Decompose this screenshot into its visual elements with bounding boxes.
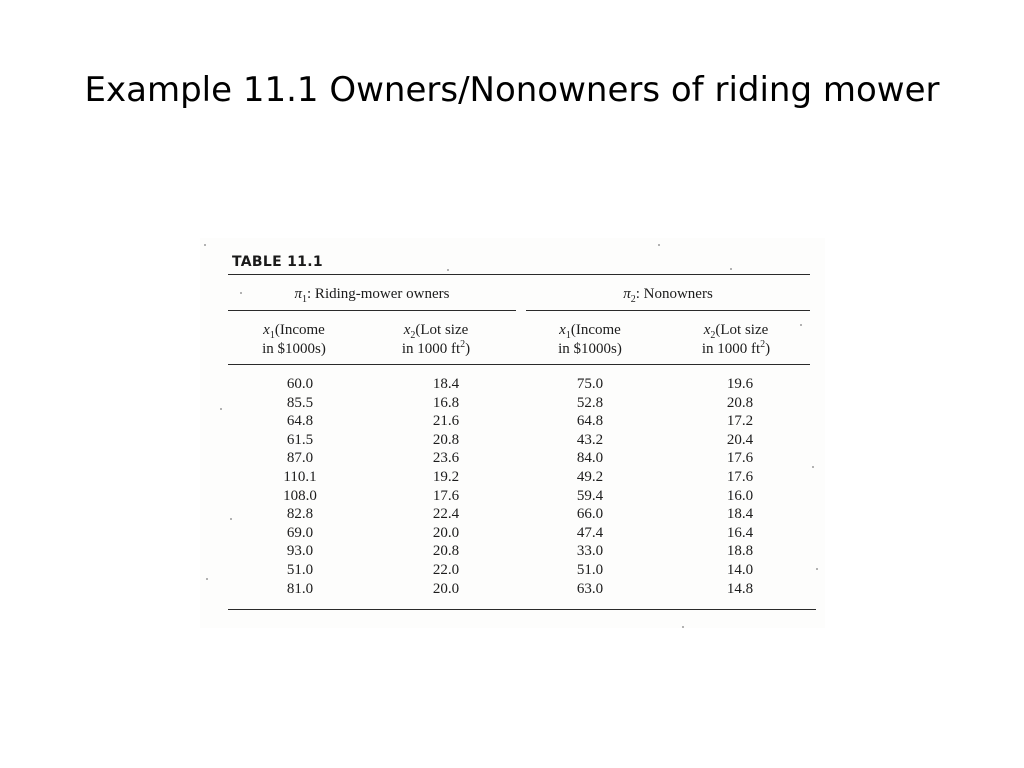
scan-speck xyxy=(206,578,208,580)
variable-subscript: 1 xyxy=(269,330,275,341)
table-cell: 51.0 xyxy=(286,561,314,578)
table-cell: 49.2 xyxy=(576,468,604,485)
table-cell: 108.0 xyxy=(283,487,317,504)
table-cell: 16.0 xyxy=(726,487,754,504)
table-cell: 17.6 xyxy=(432,487,460,504)
table-cell: 20.8 xyxy=(432,431,460,448)
slide-title: Example 11.1 Owners/Nonowners of riding mower xyxy=(84,70,940,110)
table-cell: 17.6 xyxy=(726,468,754,485)
table-cell: 18.4 xyxy=(432,376,460,392)
table-cell: 16.4 xyxy=(726,524,754,541)
table-cell: 69.0 xyxy=(286,524,314,541)
pi-subscript: 1 xyxy=(302,294,308,305)
scan-speck xyxy=(812,466,814,468)
header-line1: (Lot size xyxy=(415,322,469,338)
scan-speck xyxy=(204,244,206,246)
header-line2: in 1000 ft xyxy=(701,341,761,357)
table-cell: 61.5 xyxy=(286,431,314,448)
table-cell: 21.6 xyxy=(432,413,460,430)
table-cell: 20.8 xyxy=(726,394,754,411)
pi-symbol: π xyxy=(294,286,303,302)
table-cell: 22.4 xyxy=(432,506,460,523)
table-cell: 60.0 xyxy=(286,376,314,392)
table-cell: 14.8 xyxy=(726,580,754,597)
table-cell: 20.0 xyxy=(432,580,460,597)
table-cell: 87.0 xyxy=(286,450,314,467)
header-line2: in $1000s) xyxy=(262,341,326,357)
column-nonowners-lot xyxy=(700,375,780,598)
variable-symbol: x xyxy=(403,322,411,338)
table-label: TABLE 11.1 xyxy=(232,254,323,270)
variable-symbol: x xyxy=(559,322,566,338)
scan-speck xyxy=(816,568,818,570)
table-cell: 85.5 xyxy=(286,394,314,411)
variable-symbol: x xyxy=(703,322,711,338)
scanned-table-image xyxy=(200,238,825,628)
scan-speck xyxy=(730,268,732,270)
header-line2: in $1000s) xyxy=(558,341,622,357)
table-cell: 47.4 xyxy=(576,524,604,541)
table-cell: 16.8 xyxy=(432,394,460,411)
table-cell: 18.4 xyxy=(726,506,754,523)
scan-speck xyxy=(658,244,660,246)
table-cell: 19.2 xyxy=(432,468,460,485)
header-rule xyxy=(228,364,810,365)
header-line1: (Lot size xyxy=(715,322,769,338)
table-cell: 51.0 xyxy=(576,561,604,578)
column-owners-lot xyxy=(406,375,486,598)
table-cell: 81.0 xyxy=(286,580,314,597)
table-cell: 93.0 xyxy=(286,543,314,560)
header-line1: (Income xyxy=(570,322,621,338)
table-cell: 17.6 xyxy=(726,450,754,467)
column-header-owners-lot xyxy=(372,321,500,359)
table-cell: 20.8 xyxy=(432,543,460,560)
table-cell: 63.0 xyxy=(576,580,604,597)
column-owners-income xyxy=(260,375,340,598)
group-header-owners xyxy=(228,286,516,305)
table-cell: 20.0 xyxy=(432,524,460,541)
table-cell: 43.2 xyxy=(576,431,604,448)
table-cell: 33.0 xyxy=(576,543,604,560)
variable-subscript: 2 xyxy=(410,330,416,341)
column-header-nonowners-lot xyxy=(672,321,800,359)
table-cell: 23.6 xyxy=(432,450,460,467)
table-cell: 59.4 xyxy=(576,487,604,504)
table-cell: 64.8 xyxy=(286,413,314,430)
table-cell: 84.0 xyxy=(576,450,604,467)
scan-speck xyxy=(220,408,222,410)
superscript: 2 xyxy=(760,339,766,350)
column-header-owners-income xyxy=(230,321,358,359)
group-label: : Riding-mower owners xyxy=(307,286,450,302)
table-cell: 82.8 xyxy=(286,506,314,523)
group-header-nonowners xyxy=(526,286,810,305)
top-rule xyxy=(228,274,810,275)
table-cell: 18.8 xyxy=(726,543,754,560)
variable-symbol: x xyxy=(263,322,270,338)
column-nonowners-income xyxy=(550,375,630,598)
scan-speck xyxy=(800,324,802,326)
bottom-rule xyxy=(228,609,816,610)
scan-speck xyxy=(230,518,232,520)
superscript: 2 xyxy=(460,339,466,350)
owners-group-rule xyxy=(228,310,516,311)
table-cell: 66.0 xyxy=(576,506,604,523)
header-line1: (Income xyxy=(274,322,325,338)
scan-speck xyxy=(682,626,684,628)
pi-symbol: π xyxy=(623,286,631,302)
header-tail: ) xyxy=(765,341,771,357)
pi-subscript: 2 xyxy=(630,294,636,305)
header-tail: ) xyxy=(465,341,471,357)
nonowners-group-rule xyxy=(526,310,810,311)
scan-speck xyxy=(447,269,449,271)
table-cell: 17.2 xyxy=(726,413,754,430)
group-label: : Nonowners xyxy=(635,286,713,302)
table-cell: 110.1 xyxy=(283,468,317,485)
table-cell: 20.4 xyxy=(726,431,754,448)
variable-subscript: 1 xyxy=(565,330,571,341)
variable-subscript: 2 xyxy=(710,330,716,341)
table-cell: 52.8 xyxy=(576,394,604,411)
column-header-nonowners-income xyxy=(526,321,654,359)
table-cell: 19.6 xyxy=(726,376,754,392)
table-cell: 75.0 xyxy=(576,376,604,392)
table-cell: 64.8 xyxy=(576,413,604,430)
table-cell: 14.0 xyxy=(726,561,754,578)
table-cell: 22.0 xyxy=(432,561,460,578)
header-line2: in 1000 ft xyxy=(401,341,461,357)
